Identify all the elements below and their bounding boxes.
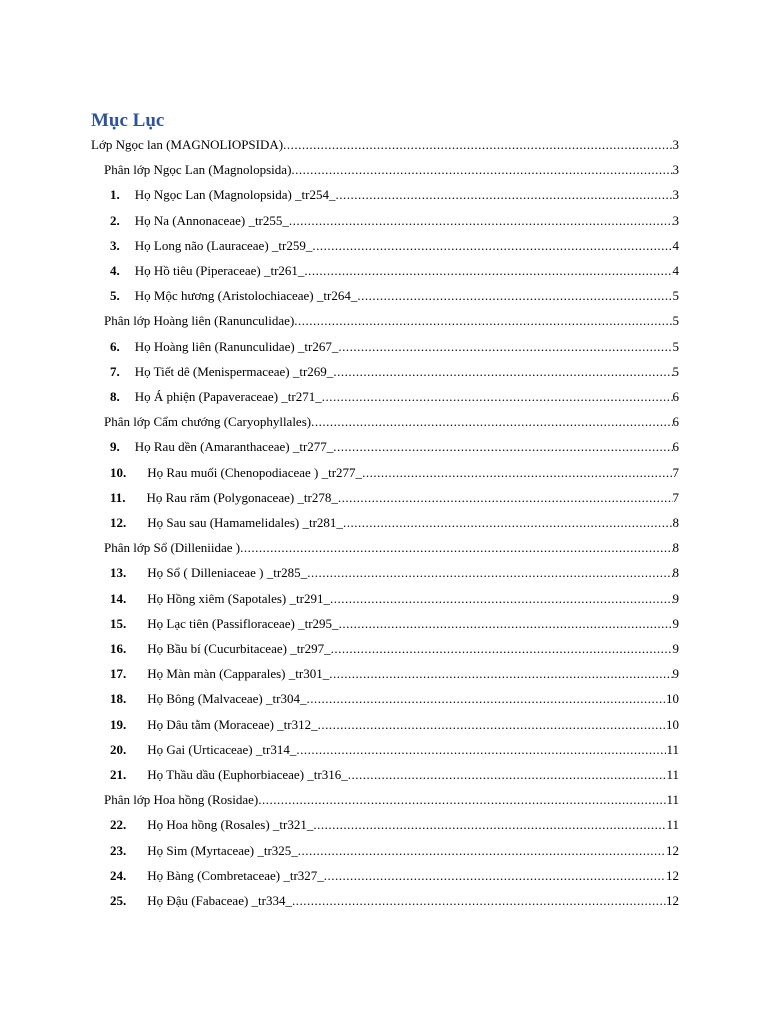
toc-entry-number: 15.: [110, 615, 127, 631]
toc-entry[interactable]: [110, 715, 679, 735]
toc-entry-number: 5.: [110, 288, 120, 304]
toc-entry[interactable]: [104, 412, 679, 432]
toc-dot-leader: [296, 740, 666, 760]
toc-entry[interactable]: [110, 286, 679, 306]
toc-entry-label: Họ Rau răm (Polygonaceae) _tr278_: [146, 489, 338, 505]
toc-entry-label: Họ Tiết dê (Menispermaceae) _tr269_: [134, 363, 334, 379]
toc-entry-page-number: 5: [672, 363, 679, 379]
toc-entry-label: Họ Hồ tiêu (Piperaceae) _tr261_: [134, 263, 305, 278]
toc-entry[interactable]: [110, 589, 679, 609]
toc-entry-number: 14.: [110, 590, 127, 606]
toc-entry-page-number: 6: [672, 389, 679, 404]
toc-dot-leader: [258, 790, 666, 810]
toc-entry-label: Họ Ngọc Lan (Magnolopsida) _tr254_: [134, 187, 336, 203]
toc-entry[interactable]: [110, 337, 679, 357]
toc-entry-number: 2.: [110, 212, 120, 228]
toc-dot-leader: [312, 236, 672, 256]
toc-entry[interactable]: [110, 261, 679, 281]
toc-entry-page-number: 10: [666, 716, 679, 732]
toc-entry-label: Họ Gai (Urticaceae) _tr314_: [147, 741, 297, 757]
toc-entry[interactable]: [110, 236, 679, 256]
toc-dot-leader: [322, 387, 673, 407]
toc-entry-page-number: 9: [672, 641, 679, 656]
toc-dot-leader: [331, 639, 673, 659]
toc-entry-label: Họ Hoa hồng (Rosales) _tr321_: [147, 817, 314, 833]
toc-entry-label: Phân lớp Sổ (Dilleniidae ): [104, 540, 241, 556]
toc-entry-number: 12.: [110, 515, 127, 530]
toc-entry-page-number: 8: [672, 540, 679, 556]
toc-entry-page-number: 5: [672, 313, 679, 329]
toc-entry[interactable]: [91, 135, 679, 155]
toc-dot-leader: [311, 412, 672, 432]
toc-entry-page-number: 10: [666, 691, 679, 707]
toc-entry-number: 22.: [110, 817, 127, 833]
toc-entry-number: 13.: [110, 565, 127, 581]
toc-entry-number: 16.: [110, 641, 127, 656]
toc-entry-page-number: 8: [672, 565, 679, 581]
toc-entry[interactable]: [110, 664, 679, 684]
toc-entry-label: Họ Dâu tằm (Moraceae) _tr312_: [147, 716, 318, 732]
toc-entry[interactable]: [110, 891, 679, 911]
toc-entry-number: 20.: [110, 741, 127, 757]
toc-dot-leader: [324, 866, 666, 886]
toc-entry[interactable]: [110, 185, 679, 205]
toc-dot-leader: [357, 286, 672, 306]
toc-entry-page-number: 9: [672, 615, 679, 631]
toc-entry-page-number: 12: [666, 842, 679, 858]
toc-entry[interactable]: [104, 160, 679, 180]
toc-entry[interactable]: [110, 614, 679, 634]
toc-entry[interactable]: [110, 765, 679, 785]
toc-entry[interactable]: [110, 866, 679, 886]
toc-entry-label: Họ Sim (Myrtaceae) _tr325_: [147, 842, 298, 858]
toc-entry-page-number: 9: [672, 590, 679, 606]
toc-dot-leader: [333, 437, 672, 457]
toc-entry[interactable]: [110, 387, 679, 407]
toc-dot-leader: [330, 589, 673, 609]
toc-entry-label: Họ Màn màn (Capparales) _tr301_: [147, 666, 330, 682]
toc-dot-leader: [333, 362, 672, 382]
toc-title: Mục Lục: [91, 110, 165, 131]
toc-entry-label: Phân lớp Hoa hồng (Rosidae): [104, 792, 259, 808]
toc-dot-leader: [348, 765, 667, 785]
toc-entry-label: Phân lớp Ngọc Lan (Magnolopsida): [104, 162, 292, 178]
toc-entry[interactable]: [110, 639, 679, 659]
toc-entry-label: Họ Sổ ( Dilleniaceae ) _tr285_: [147, 565, 308, 581]
toc-dot-leader: [294, 311, 672, 331]
toc-entry-label: Phân lớp Hoàng liên (Ranunculidae): [104, 313, 295, 329]
toc-entry[interactable]: [110, 211, 679, 231]
toc-entry-page-number: 11: [666, 767, 679, 782]
toc-entry-page-number: 5: [672, 338, 679, 354]
toc-entry-label: Họ Bầu bí (Cucurbitaceae) _tr297_: [147, 641, 331, 656]
toc-dot-leader: [291, 160, 672, 180]
toc-dot-leader: [339, 614, 673, 634]
toc-entry-page-number: 6: [672, 439, 679, 455]
toc-entry[interactable]: [110, 841, 679, 861]
toc-entry[interactable]: [110, 513, 679, 533]
toc-entry-page-number: 7: [672, 489, 679, 505]
toc-entry[interactable]: [110, 689, 679, 709]
toc-dot-leader: [304, 261, 672, 281]
toc-dot-leader: [292, 891, 666, 911]
toc-dot-leader: [307, 563, 672, 583]
toc-entry-page-number: 12: [666, 867, 679, 883]
toc-entry-number: 24.: [110, 867, 127, 883]
toc-entry-number: 11.: [110, 489, 126, 505]
toc-dot-leader: [283, 135, 672, 155]
toc-entry-number: 10.: [110, 464, 127, 480]
toc-entry-number: 3.: [110, 237, 120, 253]
toc-dot-leader: [336, 185, 673, 205]
toc-entry[interactable]: [110, 815, 679, 835]
toc-entry-number: 9.: [110, 439, 120, 455]
toc-dot-leader: [313, 815, 666, 835]
toc-entry-number: 1.: [110, 187, 120, 203]
toc-entry-number: 18.: [110, 691, 127, 707]
toc-entry-number: 21.: [110, 767, 127, 782]
toc-dot-leader: [289, 211, 673, 231]
toc-dot-leader: [343, 513, 673, 533]
toc-entry-label: Họ Rau muối (Chenopodiaceae ) _tr277_: [147, 464, 363, 480]
toc-entry-label: Họ Á phiện (Papaveraceae) _tr271_: [134, 389, 322, 404]
toc-entry[interactable]: [110, 463, 679, 483]
toc-entry-number: 8.: [110, 389, 120, 404]
toc-entry-page-number: 11: [666, 792, 679, 808]
toc-entry-number: 6.: [110, 338, 120, 354]
toc-entry-label: Họ Lạc tiên (Passifloraceae) _tr295_: [147, 615, 339, 631]
toc-entry-page-number: 7: [672, 464, 679, 480]
toc-entry-page-number: 3: [672, 212, 679, 228]
toc-entry-page-number: 11: [666, 741, 679, 757]
toc-entry-number: 4.: [110, 263, 120, 278]
toc-entry-page-number: 3: [672, 162, 679, 178]
toc-entry-label: Phân lớp Cẩm chướng (Caryophyllales): [104, 414, 312, 430]
toc-entry-label: Lớp Ngọc lan (MAGNOLIOPSIDA): [91, 137, 284, 152]
toc-dot-leader: [306, 689, 666, 709]
toc-entry[interactable]: [104, 790, 679, 810]
toc-entry-number: 23.: [110, 842, 127, 858]
toc-entry-page-number: 4: [672, 237, 679, 253]
toc-entry-label: Họ Rau dền (Amaranthaceae) _tr277_: [134, 439, 334, 455]
toc-entry-label: Họ Hoàng liên (Ranunculidae) _tr267_: [134, 338, 339, 354]
toc-entry-label: Họ Thầu dầu (Euphorbiaceae) _tr316_: [147, 767, 348, 782]
toc-entry-page-number: 11: [666, 817, 679, 833]
toc-dot-leader: [338, 337, 672, 357]
toc-entry-page-number: 6: [672, 414, 679, 430]
toc-entry[interactable]: [110, 437, 679, 457]
toc-entry-label: Họ Hồng xiêm (Sapotales) _tr291_: [147, 590, 330, 606]
toc-entry[interactable]: [110, 740, 679, 760]
toc-entry-page-number: 3: [672, 137, 679, 152]
toc-dot-leader: [362, 463, 672, 483]
toc-entry-number: 19.: [110, 716, 127, 732]
toc-entry-page-number: 5: [672, 288, 679, 304]
toc-entry-number: 25.: [110, 893, 127, 908]
toc-entry[interactable]: [104, 311, 679, 331]
toc-entry-number: 7.: [110, 363, 120, 379]
toc-entry-page-number: 9: [672, 666, 679, 682]
toc-entry-page-number: 12: [666, 893, 679, 908]
toc-entry-label: Họ Long não (Lauraceae) _tr259_: [134, 237, 313, 253]
toc-entry[interactable]: [104, 538, 679, 558]
toc-entry-page-number: 3: [672, 187, 679, 203]
toc-entry-label: Họ Bàng (Combretaceae) _tr327_: [147, 867, 324, 883]
toc-entry[interactable]: [110, 362, 679, 382]
toc-dot-leader: [338, 488, 673, 508]
toc-entry-label: Họ Na (Annonaceae) _tr255_: [134, 212, 289, 228]
toc-entry-label: Họ Bông (Malvaceae) _tr304_: [147, 691, 307, 707]
toc-dot-leader: [298, 841, 666, 861]
toc-dot-leader: [240, 538, 672, 558]
toc-dot-leader: [318, 715, 666, 735]
toc-entry-label: Họ Mộc hương (Aristolochiaceae) _tr264_: [134, 288, 358, 304]
toc-entry[interactable]: [110, 488, 679, 508]
toc-entry-page-number: 4: [672, 263, 679, 278]
toc-entry-label: Họ Sau sau (Hamamelidales) _tr281_: [147, 515, 343, 530]
toc-entry-label: Họ Đậu (Fabaceae) _tr334_: [147, 893, 292, 908]
toc-entry-number: 17.: [110, 666, 127, 682]
toc-entry-page-number: 8: [672, 515, 679, 530]
toc-entry[interactable]: [110, 563, 679, 583]
toc-dot-leader: [329, 664, 672, 684]
